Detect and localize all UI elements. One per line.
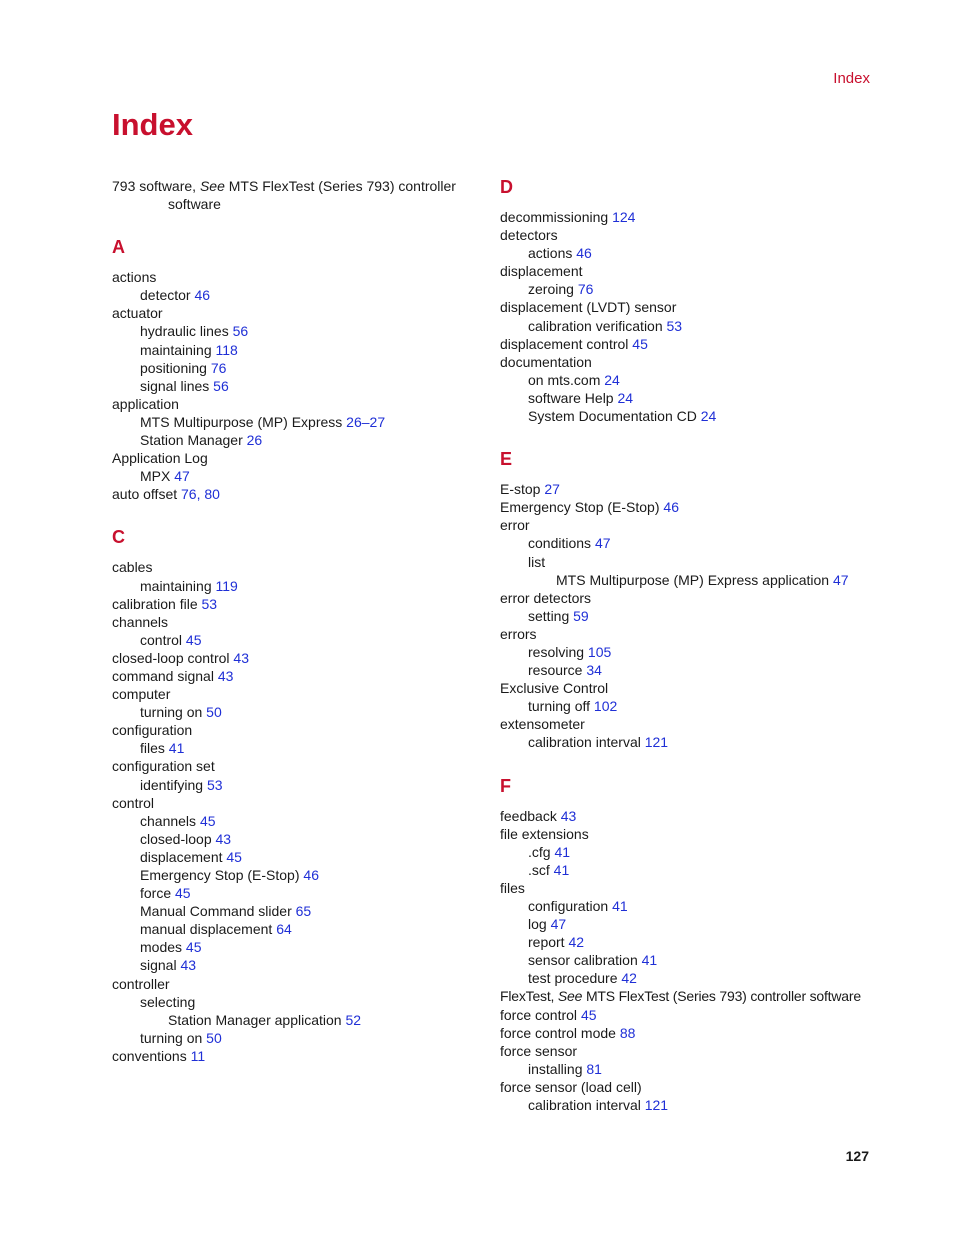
entry-term: displacement (LVDT) sensor xyxy=(500,299,677,316)
page-link[interactable]: 26–27 xyxy=(346,413,386,430)
page-link[interactable]: 45 xyxy=(175,885,191,902)
entry-term: auto offset xyxy=(112,486,182,503)
index-subentry xyxy=(500,733,880,751)
entry-term: configuration xyxy=(528,898,613,914)
entry-term: detector xyxy=(140,287,195,304)
index-subentry xyxy=(112,322,482,340)
entry-term: setting xyxy=(528,607,574,624)
entry-term: actions xyxy=(528,245,577,262)
page-link[interactable]: 24 xyxy=(604,371,620,388)
page-title: Index xyxy=(112,107,193,142)
entry-term: displacement xyxy=(140,848,227,865)
page-link[interactable]: 41 xyxy=(612,898,628,914)
index-entry xyxy=(500,226,880,244)
cross-reference: MTS FlexTest (Series 793) controller xyxy=(228,178,456,194)
entry-term: hydraulic lines xyxy=(140,323,233,340)
index-subsubentry xyxy=(500,571,880,589)
entry-term: calibration file xyxy=(112,595,202,612)
index-entry xyxy=(112,649,482,667)
entry-term: modes xyxy=(140,939,186,956)
entry-term: maintaining xyxy=(140,577,216,594)
entry-term: list xyxy=(528,553,546,570)
index-subentry xyxy=(500,244,880,262)
page-link[interactable]: 47 xyxy=(833,571,849,588)
index-subentry xyxy=(112,739,482,757)
index-entry xyxy=(500,679,880,697)
index-entry xyxy=(500,589,880,607)
page-link[interactable]: 41 xyxy=(554,843,571,860)
entry-term: FlexTest, xyxy=(500,988,555,1005)
entry-term: actions xyxy=(112,269,157,286)
index-entry xyxy=(500,498,880,516)
entry-term: detectors xyxy=(500,227,558,244)
page-link[interactable]: 26 xyxy=(246,432,263,449)
index-subentry xyxy=(112,812,482,830)
entry-term: Manual Command slider xyxy=(140,903,296,920)
page-link[interactable]: 27 xyxy=(544,481,560,498)
index-entry xyxy=(112,721,482,739)
index-entry xyxy=(500,807,880,825)
page-link[interactable]: 45 xyxy=(185,631,202,648)
index-subentry xyxy=(112,938,482,956)
section-letter-c: C xyxy=(112,527,125,548)
index-entry xyxy=(112,613,482,631)
page-link[interactable]: 52 xyxy=(345,1011,362,1028)
entry-term: configuration set xyxy=(112,758,215,775)
page-link[interactable]: 43 xyxy=(217,667,234,684)
index-entry xyxy=(112,757,482,775)
section-letter-f: F xyxy=(500,775,511,796)
page-link[interactable]: 53 xyxy=(201,595,218,612)
page-link[interactable]: 46 xyxy=(576,245,592,262)
entry-term: See xyxy=(199,178,225,194)
index-subentry xyxy=(500,607,880,625)
index-entry xyxy=(112,794,482,812)
index-entry xyxy=(112,304,482,322)
entry-term: E-stop xyxy=(500,481,545,498)
index-entry xyxy=(500,353,880,371)
entry-term: errors xyxy=(500,625,537,642)
index-entry xyxy=(112,685,482,703)
section-letter-d: D xyxy=(500,177,513,197)
entry-term: calibration interval xyxy=(528,734,645,751)
entry-term: System Documentation CD xyxy=(528,408,701,425)
entry-term: .cfg xyxy=(528,843,555,860)
index-subentry xyxy=(112,359,482,377)
entry-term: maintaining xyxy=(140,341,216,358)
index-subentry xyxy=(112,377,482,395)
index-entry xyxy=(500,1006,880,1024)
index-entry xyxy=(112,449,482,467)
index-subentry xyxy=(112,577,482,595)
index-subentry xyxy=(500,371,880,389)
index-subentry xyxy=(500,933,880,951)
index-entry xyxy=(112,558,482,576)
index-entry xyxy=(500,715,880,733)
entry-term: log xyxy=(528,916,551,933)
page-link[interactable]: 65 xyxy=(295,903,312,920)
entry-term: 793 software, xyxy=(112,178,197,194)
entry-term: sensor calibration xyxy=(528,952,642,969)
page-link[interactable]: 59 xyxy=(573,607,589,624)
page-link[interactable]: 43 xyxy=(233,649,249,666)
index-subentry xyxy=(112,830,482,848)
page-link[interactable]: 118 xyxy=(215,341,238,358)
entry-term: Emergency Stop (E-Stop) xyxy=(500,499,664,516)
index-entry xyxy=(112,975,482,993)
entry-term: application xyxy=(112,395,179,412)
entry-term: error xyxy=(500,517,530,534)
index-subentry xyxy=(112,884,482,902)
entry-term: test procedure xyxy=(528,970,622,987)
page-link[interactable]: 121 xyxy=(644,1097,669,1114)
page-link[interactable]: 42 xyxy=(568,934,585,951)
entry-term: Exclusive Control xyxy=(500,680,609,697)
index-subentry xyxy=(112,956,482,974)
index-subentry xyxy=(112,902,482,920)
index-subentry xyxy=(500,534,880,552)
entry-term: actuator xyxy=(112,305,163,322)
entry-term: force control xyxy=(500,1006,581,1023)
entry-term: displacement control xyxy=(500,335,633,352)
page-link[interactable]: 50 xyxy=(206,704,222,721)
index-subentry xyxy=(500,969,880,987)
page-link[interactable]: 53 xyxy=(666,317,683,334)
page-link[interactable]: 88 xyxy=(619,1024,636,1041)
index-entry xyxy=(500,1078,880,1096)
page-link[interactable]: 45 xyxy=(185,939,202,956)
index-subentry xyxy=(500,915,880,933)
section-letter-e: E xyxy=(500,449,513,470)
index-subentry xyxy=(112,848,482,866)
index-subentry xyxy=(500,280,880,298)
index-subentry xyxy=(112,431,482,449)
index-subentry xyxy=(112,1029,482,1047)
page-link[interactable]: 43 xyxy=(180,957,197,974)
entry-term: installing xyxy=(528,1060,587,1077)
page-link[interactable]: 43 xyxy=(215,830,232,847)
entry-term: zeroing xyxy=(528,281,578,298)
page-link[interactable]: 45 xyxy=(580,1006,597,1023)
entry-term: manual displacement xyxy=(140,921,277,938)
index-subentry xyxy=(112,920,482,938)
entry-term: resolving xyxy=(528,643,588,660)
page-link[interactable]: 124 xyxy=(612,209,636,225)
entry-term: cables xyxy=(112,559,153,576)
page-link[interactable]: 46 xyxy=(194,287,211,304)
entry-term: configuration xyxy=(112,722,193,739)
entry-term: displacement xyxy=(500,263,583,280)
index-subentry xyxy=(112,341,482,359)
entry-term: turning off xyxy=(528,698,594,715)
index-entry xyxy=(500,987,880,1005)
entry-term: calibration interval xyxy=(528,1097,645,1114)
index-subentry xyxy=(500,951,880,969)
entry-term: file extensions xyxy=(500,825,589,842)
page-link[interactable]: 42 xyxy=(621,970,637,987)
entry-term: software Help xyxy=(528,389,618,406)
index-subentry xyxy=(500,553,880,571)
index-entry xyxy=(500,208,880,226)
entry-term: signal lines xyxy=(140,377,214,394)
index-entry xyxy=(112,268,482,286)
entry-term: report xyxy=(528,934,569,951)
page-link[interactable]: 56 xyxy=(232,323,249,340)
entry-term: resource xyxy=(528,662,587,679)
entry-term: error detectors xyxy=(500,589,592,606)
page-link[interactable]: 56 xyxy=(213,377,229,394)
entry-term: control xyxy=(140,631,186,648)
page-link[interactable]: 102 xyxy=(593,698,618,715)
page-link[interactable]: 45 xyxy=(632,335,648,352)
index-subentry xyxy=(500,843,880,861)
index-entry xyxy=(112,485,482,503)
page-link[interactable]: 64 xyxy=(276,921,292,938)
page-link[interactable]: 50 xyxy=(206,1029,222,1046)
page-link[interactable]: 41 xyxy=(168,740,185,757)
entry-term: extensometer xyxy=(500,716,585,733)
index-subentry xyxy=(500,643,880,661)
entry-term: identifying xyxy=(140,776,207,793)
cross-reference: MTS FlexTest (Series 793) controller software xyxy=(585,988,861,1005)
index-subentry xyxy=(112,413,482,431)
index-subentry xyxy=(112,993,482,1011)
entry-continuation: software xyxy=(168,196,221,213)
index-entry xyxy=(500,516,880,534)
index-subentry xyxy=(500,897,880,915)
index-entry xyxy=(112,1047,482,1065)
page-link[interactable]: 45 xyxy=(199,812,216,829)
page-link[interactable]: 121 xyxy=(644,734,669,751)
index-entry xyxy=(112,667,482,685)
page-link[interactable]: 119 xyxy=(215,577,238,594)
index-entry xyxy=(500,879,880,897)
entry-term: channels xyxy=(112,613,169,630)
page-link[interactable]: 45 xyxy=(226,848,242,865)
index-entry xyxy=(500,1042,880,1060)
page-link[interactable]: 41 xyxy=(641,952,658,969)
entry-term: Application Log xyxy=(112,450,208,467)
index-entry xyxy=(500,298,880,316)
index-subentry xyxy=(500,697,880,715)
index-subentry xyxy=(112,286,482,304)
entry-term: calibration verification xyxy=(528,317,667,334)
page-link[interactable]: 24 xyxy=(700,408,717,425)
page-link[interactable]: 34 xyxy=(586,662,602,679)
entry-term: channels xyxy=(140,812,200,829)
index-subentry xyxy=(500,317,880,335)
entry-term: .scf xyxy=(528,861,554,878)
index-subsubentry xyxy=(112,1011,482,1029)
index-subentry xyxy=(500,661,880,679)
entry-term: force control mode xyxy=(500,1024,620,1041)
entry-term: control xyxy=(112,794,155,811)
page-link[interactable]: 11 xyxy=(190,1047,206,1064)
index-entry xyxy=(500,480,880,498)
index-subentry xyxy=(112,467,482,485)
index-entry xyxy=(112,177,482,213)
page-link[interactable]: 43 xyxy=(560,807,577,824)
page-link[interactable]: 47 xyxy=(594,535,611,552)
page-number: 127 xyxy=(845,1148,869,1164)
index-subentry xyxy=(500,861,880,879)
page-link[interactable]: 76, 80 xyxy=(181,486,220,503)
index-subentry xyxy=(500,407,880,425)
entry-term: force sensor (load cell) xyxy=(500,1078,642,1095)
index-subentry xyxy=(112,776,482,794)
entry-term: conventions xyxy=(112,1047,191,1064)
page-link[interactable]: 47 xyxy=(550,916,567,933)
index-entry xyxy=(500,335,880,353)
running-head: Index xyxy=(833,70,870,87)
entry-term: force sensor xyxy=(500,1042,578,1059)
entry-term: See xyxy=(557,988,583,1005)
entry-term: positioning xyxy=(140,359,211,376)
index-subentry xyxy=(500,1096,880,1114)
index-subentry xyxy=(112,631,482,649)
section-letter-a: A xyxy=(112,237,125,258)
page-link[interactable]: 46 xyxy=(303,867,319,883)
entry-term: selecting xyxy=(140,993,196,1010)
entry-term: MPX xyxy=(140,468,175,485)
index-column-left xyxy=(112,177,482,1065)
entry-term: turning on xyxy=(140,1029,207,1046)
index-column-right xyxy=(500,176,880,1114)
index-subentry xyxy=(112,703,482,721)
entry-term: force xyxy=(140,885,176,902)
entry-term: documentation xyxy=(500,353,592,370)
entry-term: decommissioning xyxy=(500,209,613,225)
page-link[interactable]: 46 xyxy=(663,499,679,516)
index-entry xyxy=(500,1024,880,1042)
page-link[interactable]: 76 xyxy=(210,359,227,376)
index-entry xyxy=(112,595,482,613)
index-entry xyxy=(500,262,880,280)
entry-term: closed-loop xyxy=(140,830,216,847)
page-link[interactable]: 47 xyxy=(174,468,190,485)
index-entry xyxy=(500,825,880,843)
page-link[interactable]: 53 xyxy=(206,776,223,793)
page-link[interactable]: 24 xyxy=(617,389,634,406)
page-link[interactable]: 105 xyxy=(587,643,612,660)
entry-term: Station Manager xyxy=(140,432,247,449)
index-entry xyxy=(500,625,880,643)
entry-term: files xyxy=(500,879,525,896)
entry-term: controller xyxy=(112,975,170,992)
index-subentry xyxy=(112,866,482,884)
entry-term: MTS Multipurpose (MP) Express application xyxy=(556,571,833,588)
page-link[interactable]: 76 xyxy=(577,281,594,298)
page-link[interactable]: 81 xyxy=(586,1060,602,1077)
entry-term: turning on xyxy=(140,704,207,721)
entry-term: Station Manager application xyxy=(168,1011,346,1028)
entry-term: files xyxy=(140,740,169,757)
entry-term: MTS Multipurpose (MP) Express xyxy=(140,413,347,430)
entry-term: command signal xyxy=(112,667,218,684)
entry-term: closed-loop control xyxy=(112,649,234,666)
entry-term: Emergency Stop (E-Stop) xyxy=(140,867,304,883)
entry-term: signal xyxy=(140,957,181,974)
entry-term: feedback xyxy=(500,807,561,824)
entry-term: computer xyxy=(112,686,171,703)
entry-term: conditions xyxy=(528,535,595,552)
index-subentry xyxy=(500,1060,880,1078)
entry-term: on mts.com xyxy=(528,371,605,388)
page-link[interactable]: 41 xyxy=(553,861,570,878)
index-entry xyxy=(112,395,482,413)
index-subentry xyxy=(500,389,880,407)
